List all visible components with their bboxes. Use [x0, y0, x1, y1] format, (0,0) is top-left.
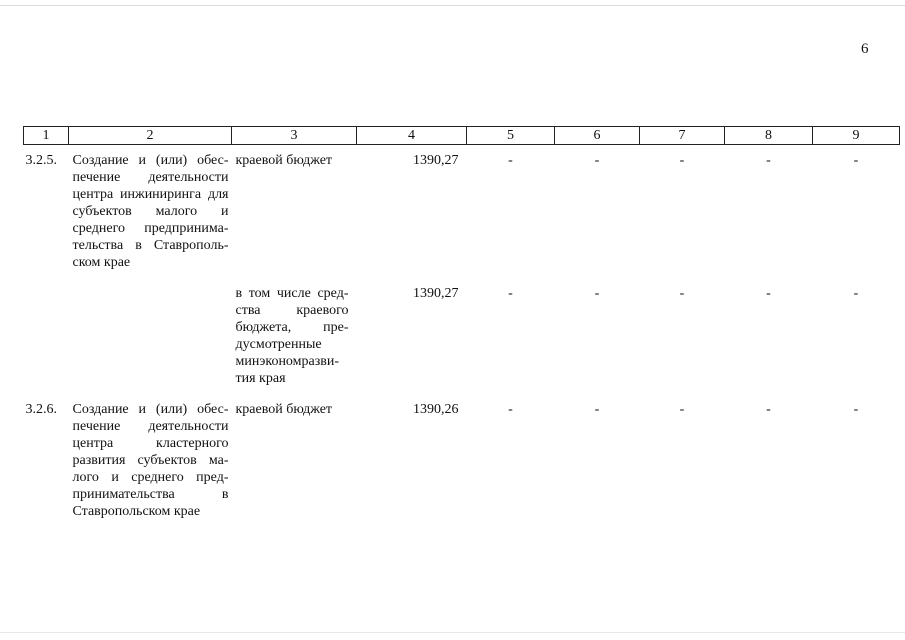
amount-value: 1390,27 — [413, 153, 459, 168]
header-cell: 1 — [24, 127, 69, 145]
scan-artifact-bottom — [0, 632, 905, 633]
year-value: - — [508, 153, 513, 168]
header-cell: 7 — [640, 127, 725, 145]
year-value: - — [508, 286, 513, 301]
measure-name: Создание и (или) обес-печение деятельности центра кластерного развития субъектов ма-лого и среднего пред-принимательства в Ставропольском крае — [72, 402, 229, 519]
page-number: 6 — [861, 41, 869, 57]
table-row — [24, 387, 900, 520]
scan-artifact-top — [0, 5, 905, 6]
amount-value: 1390,26 — [413, 402, 459, 417]
header-cell: 5 — [467, 127, 555, 145]
amount-value: 1390,27 — [413, 286, 459, 301]
year-value: - — [853, 286, 859, 301]
funding-source: краевой бюджет — [235, 153, 333, 168]
year-value: - — [508, 402, 513, 417]
year-value: - — [679, 286, 685, 301]
row-number — [24, 271, 69, 387]
year-value: - — [594, 153, 600, 168]
funding-source: краевой бюджет — [235, 402, 333, 417]
measure-name — [69, 271, 232, 387]
header-row — [24, 127, 900, 145]
header-cell: 3 — [232, 127, 357, 145]
table-row — [24, 145, 900, 272]
year-value: - — [594, 286, 600, 301]
year-value: - — [594, 402, 600, 417]
year-value: - — [853, 402, 859, 417]
header-cell: 6 — [555, 127, 640, 145]
header-cell: 4 — [357, 127, 467, 145]
header-cell: 9 — [813, 127, 900, 145]
year-value: - — [679, 153, 685, 168]
year-value: - — [766, 402, 771, 417]
year-value: - — [679, 402, 685, 417]
table-row — [24, 271, 900, 387]
measure-name: Создание и (или) обес-печение деятельности центра инжиниринга для субъектов малого и среднего предпринима-тельства в Ставрополь-ском крае — [72, 153, 229, 270]
header-cell: 2 — [69, 127, 232, 145]
year-value: - — [766, 153, 771, 168]
row-number: 3.2.6. — [25, 402, 57, 417]
header-cell: 8 — [725, 127, 813, 145]
row-number: 3.2.5. — [25, 153, 57, 168]
year-value: - — [853, 153, 859, 168]
budget-table — [23, 126, 900, 520]
funding-source: в том числе сред-ства краевого бюджета, пре-дусмотренные минэкономразви-тия края — [235, 286, 349, 386]
year-value: - — [766, 286, 771, 301]
